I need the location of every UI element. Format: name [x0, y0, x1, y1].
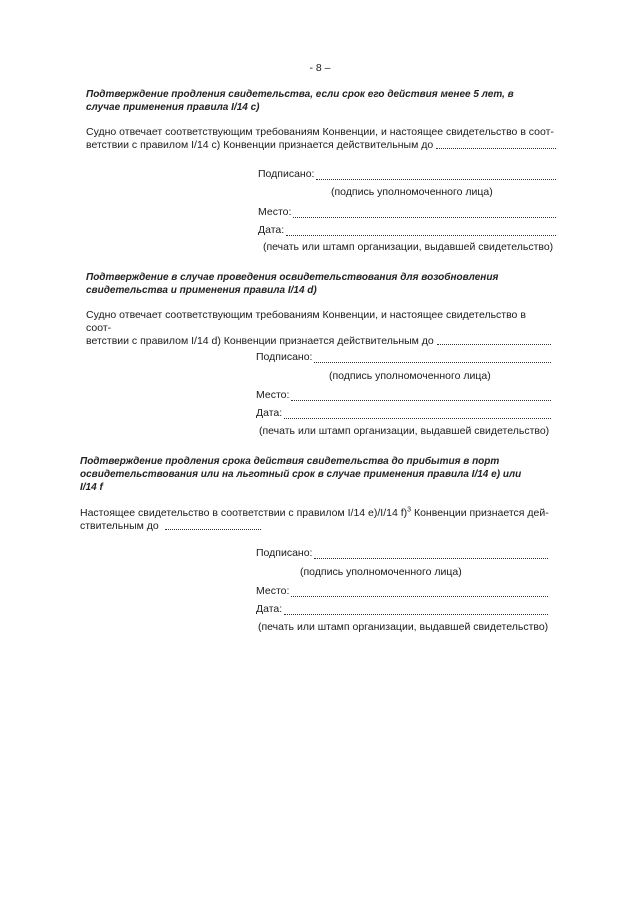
signed-label: Подписано: — [256, 547, 313, 559]
body-text-line: Судно отвечает соответствующим требованиям Конвенции, и настоящее свидетельство в соот- — [86, 309, 526, 334]
signature-caption: (подпись уполномоченного лица) — [329, 370, 491, 382]
place-label: Место: — [256, 389, 290, 401]
signature-caption: (подпись уполномоченного лица) — [300, 566, 462, 578]
seal-caption: (печать или штамп организации, выдавшей свидетельство) — [258, 621, 549, 633]
signature-caption: (подпись уполномоченного лица) — [331, 186, 493, 198]
date-label: Дата: — [256, 407, 283, 419]
date-field[interactable] — [284, 605, 548, 615]
section-heading: Подтверждение продления свидетельства, если срок его действия менее 5 лет, в случае применения правила I/14 c) — [86, 89, 514, 113]
seal-caption: (печать или штамп организации, выдавшей свидетельство) — [263, 241, 554, 253]
date-field[interactable] — [284, 409, 551, 419]
date-label: Дата: — [258, 224, 285, 236]
body-text-line: ствительным до — [80, 520, 159, 532]
section-extension-less-than-5-years — [86, 88, 556, 253]
place-label: Место: — [256, 585, 290, 597]
body-text-line: ветствии с правилом I/14 c) Конвенции признается действительным до — [86, 139, 434, 151]
signature-field[interactable] — [316, 170, 556, 180]
section-extension-until-arrival — [80, 455, 550, 633]
footnote-marker: 3 — [407, 506, 412, 514]
place-field[interactable] — [291, 587, 548, 597]
signed-label: Подписано: — [256, 351, 313, 363]
place-label: Место: — [258, 206, 292, 218]
signed-label: Подписано: — [258, 168, 315, 180]
section-heading: Подтверждение продления срока действия свидетельства до прибытия в порт освидетельствования или на льготный срок в случае применения правила I/14 e) или I/14 f — [80, 456, 522, 493]
place-field[interactable] — [293, 208, 556, 218]
date-field[interactable] — [286, 226, 556, 236]
section-heading: Подтверждение в случае проведения освидетельствования для возобновления свидетельства и применения правила I/14 d) — [86, 272, 499, 296]
valid-until-field[interactable] — [436, 139, 556, 149]
seal-caption: (печать или штамп организации, выдавшей свидетельство) — [259, 425, 550, 437]
place-field[interactable] — [291, 391, 551, 401]
valid-until-field[interactable] — [437, 335, 551, 345]
date-label: Дата: — [256, 603, 283, 615]
signature-field[interactable] — [314, 353, 551, 363]
valid-until-field[interactable] — [165, 520, 261, 530]
section-renewal-survey — [86, 271, 556, 437]
body-text-line: ветствии с правилом I/14 d) Конвенции признается действительным до — [86, 335, 434, 347]
page-number: - 8 – — [309, 62, 331, 74]
body-text-line: Настоящее свидетельство в соответствии с правилом I/14 e)/I/14 f)$^3$ Конвенции признается дей- — [80, 506, 549, 519]
body-text-line: Судно отвечает соответствующим требованиям Конвенции, и настоящее свидетельство в соот- — [86, 126, 554, 138]
signature-field[interactable] — [314, 549, 548, 559]
